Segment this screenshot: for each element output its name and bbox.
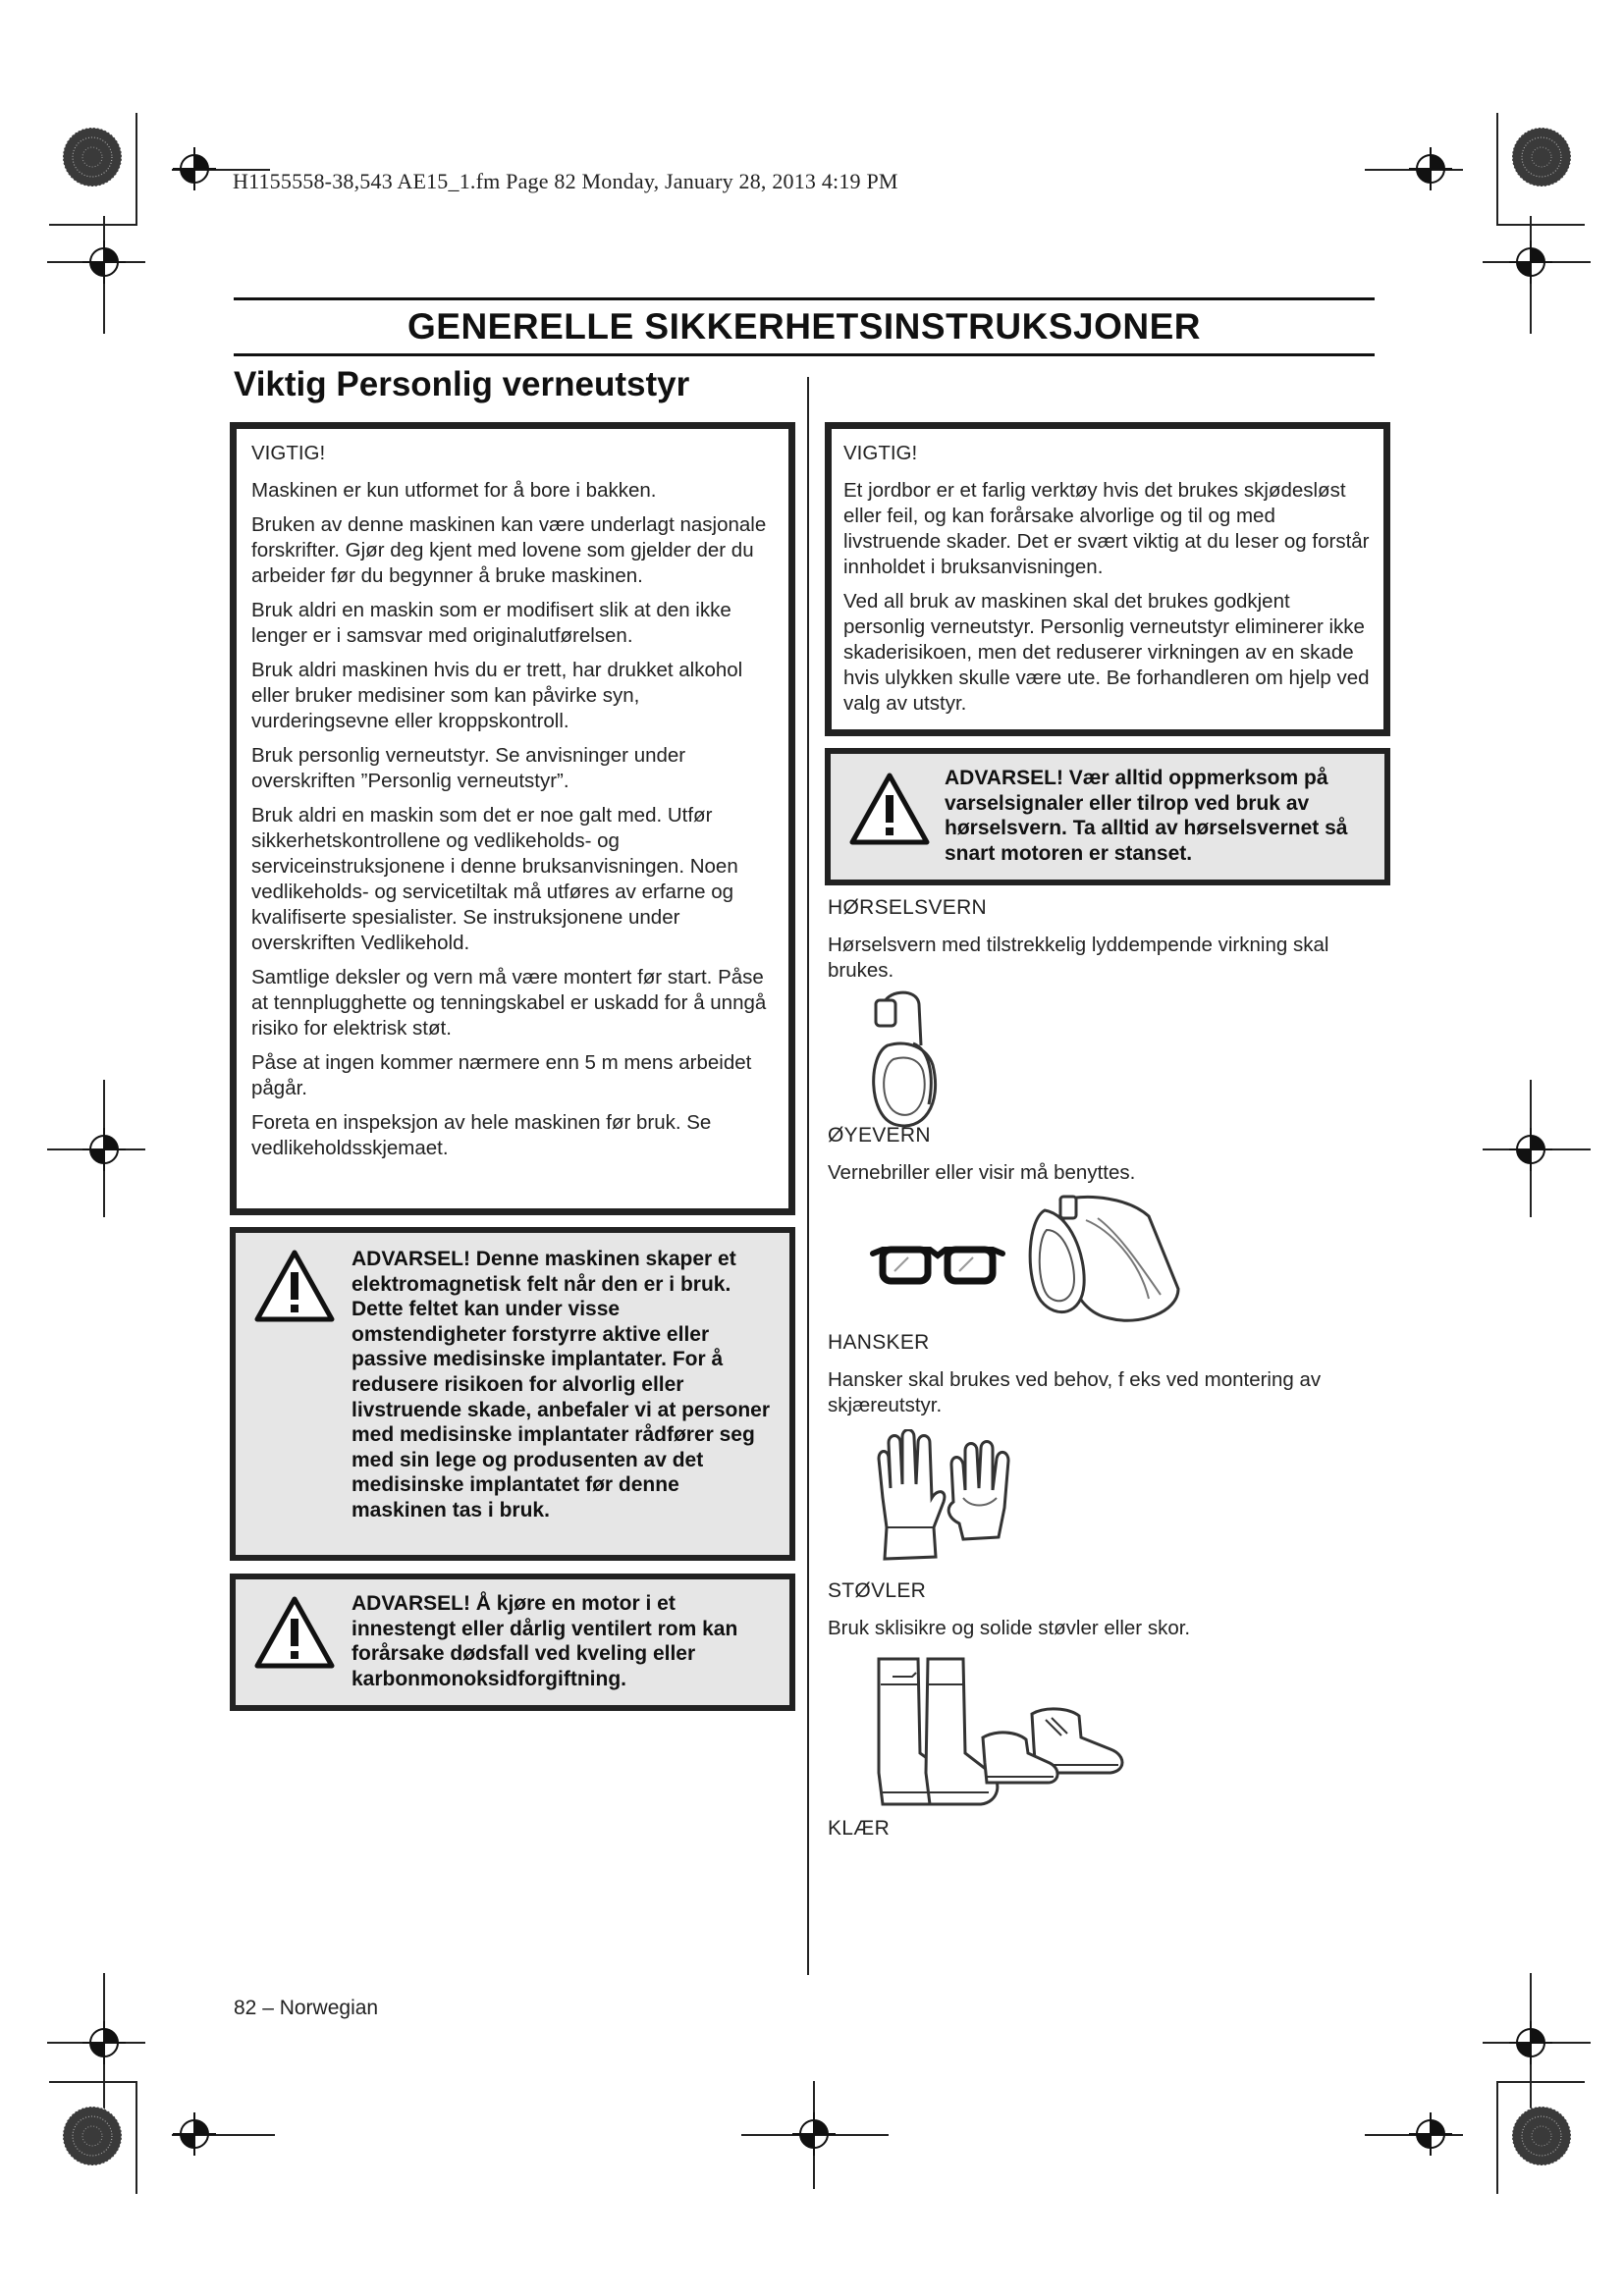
ppe-text-gloves: Hansker skal brukes ved behov, f eks ved montering av skjæreutstyr. [828, 1368, 1322, 1416]
section-title: Viktig Personlig verneutstyr [234, 365, 690, 403]
ppe-heading-eye: ØYEVERN [828, 1124, 931, 1147]
warning-triangle-icon [253, 1249, 336, 1323]
color-rosette-icon [1510, 126, 1573, 188]
ear-defenders-icon [864, 987, 952, 1134]
warning-triangle-icon [253, 1595, 336, 1670]
color-rosette-icon [61, 126, 124, 188]
boots-icon [869, 1655, 1154, 1812]
color-rosette-icon [61, 2105, 124, 2167]
important-paragraph: Bruk aldri en maskin som er modifisert slik at den ikke lenger er i samsvar med originalutførelsen. [251, 599, 731, 647]
registration-target-icon [1409, 2112, 1452, 2156]
important-paragraph: Foreta en inspeksjon av hele maskinen før bruk. Se vedlikeholdsskjemaet. [251, 1111, 712, 1159]
registration-target-icon [1509, 2021, 1552, 2064]
important-paragraph: Bruk aldri en maskin som det er noe galt med. Utfør sikkerhetskontrollene og vedlikeholds- og serviceinstruksjonene i denne bruksanvisningen. Noen vedlikeholds- og servicetiltak må utføres av erfarne og kvalifiserte spesialister. Se instruksjonene under overskriften Vedlikehold. [251, 804, 738, 954]
important-label: VIGTIG! [843, 442, 918, 464]
page-footer: 82 – Norwegian [234, 1997, 379, 2019]
ppe-heading-boots: STØVLER [828, 1579, 927, 1602]
important-box-left [230, 422, 795, 1215]
registration-target-icon [173, 2112, 216, 2156]
registration-target-icon [1509, 1128, 1552, 1171]
ppe-text-boots: Bruk sklisikre og solide støvler eller skor. [828, 1617, 1191, 1639]
important-paragraph: Påse at ingen kommer nærmere enn 5 m mens arbeidet pågår. [251, 1051, 752, 1099]
ppe-heading-gloves: HANSKER [828, 1331, 930, 1354]
warning-text: ADVARSEL! Vær alltid oppmerksom på varselsignaler eller tilrop ved bruk av hørselsvern. Ta alltid av hørselsvernet så snart motoren er stanset. [945, 767, 1348, 865]
important-label: VIGTIG! [251, 442, 326, 464]
important-paragraph: Maskinen er kun utformet for å bore i bakken. [251, 479, 657, 502]
important-paragraph: Bruk aldri maskinen hvis du er trett, har drukket alkohol eller bruker medisiner som kan påvirke syn, vurderingsevne eller kroppskontroll. [251, 659, 743, 732]
important-paragraph: Bruken av denne maskinen kan være underlagt nasjonale forskrifter. Gjør deg kjent med lovene som gjelder der du arbeider før du begynner å bruke maskinen. [251, 513, 767, 587]
title-rule-top [234, 297, 1375, 300]
gloves-icon [869, 1429, 1026, 1567]
column-divider [807, 377, 809, 1975]
registration-target-icon [82, 240, 126, 284]
warning-box-hearing [825, 748, 1390, 885]
important-paragraph: Ved all bruk av maskinen skal det brukes godkjent personlig verneutstyr. Personlig verneutstyr eliminerer ikke skaderisikoen, men det reduserer virkningen av en skade hvis ulykken skulle være ute. Be forhandleren om hjelp ved valg av utstyr. [843, 590, 1370, 715]
warning-text: ADVARSEL! Denne maskinen skaper et elektromagnetisk felt når den er i bruk. Dette feltet kan under visse omstendigheter forstyrre aktive eller passive medisinske implantater. For å redusere risikoen for alvorlig eller livstruende skade, anbefaler vi at personer med medisinske implantater rådfører seg med sin lege og produsenten av det medisinske implantatet før denne maskinen tas i bruk. [352, 1248, 771, 1522]
warning-box-carbon-monoxide [230, 1574, 795, 1711]
page-title: GENERELLE SIKKERHETSINSTRUKSJONER [407, 306, 1201, 347]
important-paragraph: Et jordbor er et farlig verktøy hvis det brukes skjødesløst eller feil, og kan forårsake alvorlige og til og med livstruende skader. Det er svært viktig at du leser og forstår innholdet i bruksanvisningen. [843, 479, 1370, 578]
registration-target-icon [1509, 240, 1552, 284]
important-paragraph: Bruk personlig verneutstyr. Se anvisninger under overskriften ”Personlig verneutstyr”. [251, 744, 686, 792]
important-paragraph: Samtlige deksler og vern må være montert før start. Påse at tennplugghette og tenningskabel er uskadd for å unngå risiko for elektrisk støt. [251, 966, 767, 1040]
registration-target-icon [1409, 147, 1452, 190]
file-header: H1155558-38,543 AE15_1.fm Page 82 Monday, January 28, 2013 4:19 PM [233, 169, 898, 193]
title-rule-bottom [234, 353, 1375, 356]
important-box-right [825, 422, 1390, 736]
ppe-text-eye: Vernebriller eller visir må benyttes. [828, 1161, 1136, 1184]
warning-triangle-icon [848, 772, 931, 846]
face-visor-icon [1021, 1191, 1188, 1328]
ppe-heading-hearing: HØRSELSVERN [828, 896, 988, 919]
registration-target-icon [792, 2112, 836, 2156]
color-rosette-icon [1510, 2105, 1573, 2167]
registration-target-icon [82, 2021, 126, 2064]
ppe-heading-clothes: KLÆR [828, 1817, 891, 1840]
warning-box-electromagnetic [230, 1227, 795, 1561]
registration-target-icon [82, 1128, 126, 1171]
ppe-text-hearing: Hørselsvern med tilstrekkelig lyddempende virkning skal brukes. [828, 934, 1329, 982]
registration-target-icon [173, 147, 216, 190]
safety-glasses-icon [869, 1232, 1006, 1291]
warning-text: ADVARSEL! Å kjøre en motor i et innestengt eller dårlig ventilert rom kan forårsake dødsfall ved kveling eller karbonmonoksidforgiftning. [352, 1592, 738, 1690]
